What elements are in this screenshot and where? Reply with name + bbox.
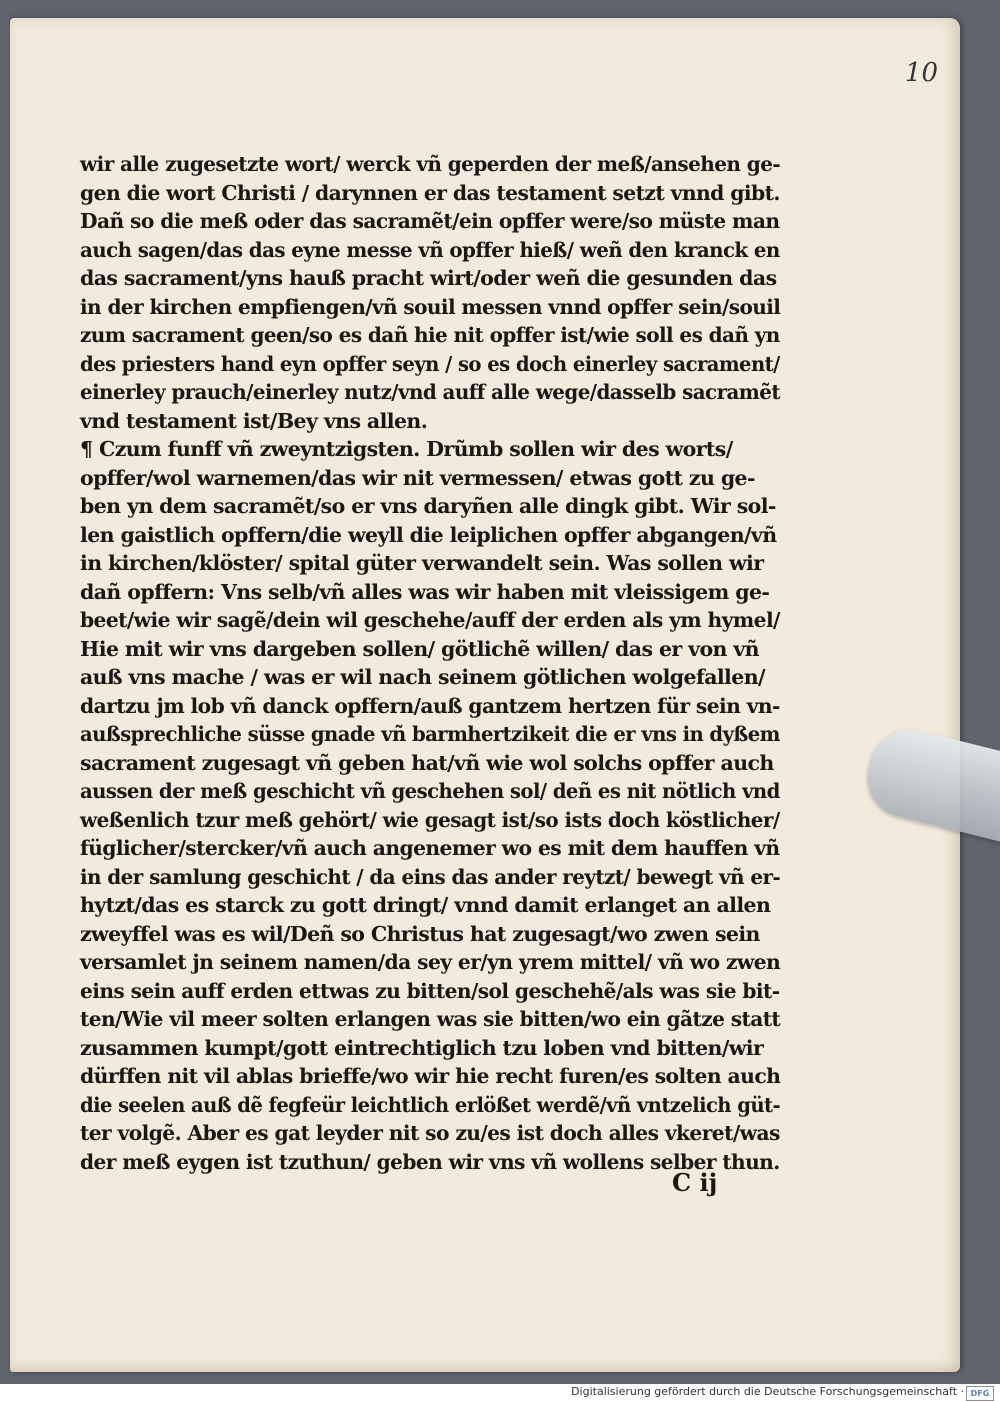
text-line: dañ opffern: Vns selb/vñ alles was wir haben mit vleissigem ge-: [80, 579, 770, 604]
text-line: gen die wort Christi / darynnen er das testament setzt vnnd gibt.: [80, 180, 780, 205]
text-line: versamlet jn seinem namen/da sey er/yn yrem mittel/ vñ wo zwen: [80, 950, 781, 974]
footer-bar: [0, 1384, 1000, 1402]
text-line: in der kirchen empfiengen/vñ souil messen vnnd opffer sein/souil: [80, 294, 781, 319]
text-line: beet/wie wir sagẽ/dein wil geschehe/auff der erden als ym hymel/: [80, 608, 780, 632]
text-line: ¶ Czum funff vñ zweyntzigsten. Drũmb sollen wir des worts/: [80, 437, 733, 461]
text-line: zweyffel was es wil/Deñ so Christus hat zugesagt/wo zwen sein: [80, 921, 760, 946]
text-line: vnd testament ist/Bey vns allen.: [80, 408, 428, 433]
text-line: in der samlung geschicht / da eins das ander reytzt/ bewegt vñ er-: [80, 864, 781, 889]
text-line: opffer/wol warnemen/das wir nit vermessen/ etwas gott zu ge-: [80, 465, 755, 490]
text-line: zusammen kumpt/gott eintrechtiglich tzu loben vnd bitten/wir: [80, 1035, 764, 1060]
text-line: außsprechliche süsse gnade vñ barmhertzikeit die er vns in dyßem: [80, 722, 780, 746]
signature-mark: C ij: [672, 1168, 718, 1197]
text-line: dartzu jm lob vñ danck opffern/auß gantzem hertzen für sein vn-: [80, 693, 780, 718]
text-line: des priesters hand eyn opffer seyn / so es doch einerley sacrament/: [80, 351, 780, 376]
book-page: [10, 18, 960, 1372]
text-line: auß vns mache / was er wil nach seinem götlichen wolgefallen/: [80, 665, 765, 689]
text-line: dürffen nit vil ablas brieffe/wo wir hie recht furen/es solten auch: [80, 1064, 781, 1088]
body-text: [80, 150, 780, 1176]
footer-credit: Digitalisierung gefördert durch die Deutsche Forschungsgemeinschaft ·: [571, 1385, 964, 1398]
text-line: das sacrament/yns hauß pracht wirt/oder weñ die gesunden das: [80, 266, 777, 290]
text-line: Dañ so die meß oder das sacramẽt/ein opffer were/so müste man: [80, 209, 780, 233]
text-line: auch sagen/das das eyne messe vñ opffer hieß/ weñ den kranck en: [80, 237, 780, 262]
text-line: wir alle zugesetzte wort/ werck vñ geperden der meß/ansehen ge-: [80, 152, 781, 176]
text-line: ten/Wie vil meer solten erlangen was sie bitten/wo ein gãtze statt: [80, 1007, 781, 1031]
text-line: ben yn dem sacramẽt/so er vns daryñen alle dingk gibt. Wir sol-: [80, 494, 776, 518]
text-line: die seelen auß dẽ fegfeür leichtlich erlößet werdẽ/vñ vntzelich güt-: [80, 1092, 781, 1117]
text-line: aussen der meß geschicht vñ geschehen sol/ deñ es nit nötlich vnd: [80, 779, 780, 803]
text-line: in kirchen/klöster/ spital güter verwandelt sein. Was sollen wir: [80, 551, 764, 575]
text-line: der meß eygen ist tzuthun/ geben wir vns vñ wollens selber thun.: [80, 1149, 780, 1174]
text-line: eins sein auff erden ettwas zu bitten/sol geschehẽ/als was sie bit-: [80, 978, 780, 1003]
text-line: Hie mit wir vns dargeben sollen/ götlichẽ willen/ das er von vñ: [80, 636, 759, 661]
text-line: füglicher/stercker/vñ auch angenemer wo es mit dem hauffen vñ: [80, 836, 780, 860]
text-line: sacrament zugesagt vñ geben hat/vñ wie wol solchs opffer auch: [80, 750, 774, 775]
folio-number: 10: [905, 58, 939, 88]
dfg-logo: DFG: [966, 1386, 994, 1401]
text-line: ter volgẽ. Aber es gat leyder nit so zu/es ist doch alles vkeret/was: [80, 1121, 780, 1145]
text-line: len gaistlich opffern/die weyll die leiplichen opffer abgangen/vñ: [80, 522, 777, 547]
text-line: einerley prauch/einerley nutz/vnd auff alle wege/dasselb sacramẽt: [80, 380, 780, 404]
text-line: weßenlich tzur meß gehört/ wie gesagt ist/so ists doch köstlicher/: [80, 807, 780, 832]
text-line: hytzt/das es starck zu gott dringt/ vnnd damit erlanget an allen: [80, 893, 771, 917]
text-line: zum sacrament geen/so es dañ hie nit opffer ist/wie soll es dañ yn: [80, 323, 780, 347]
